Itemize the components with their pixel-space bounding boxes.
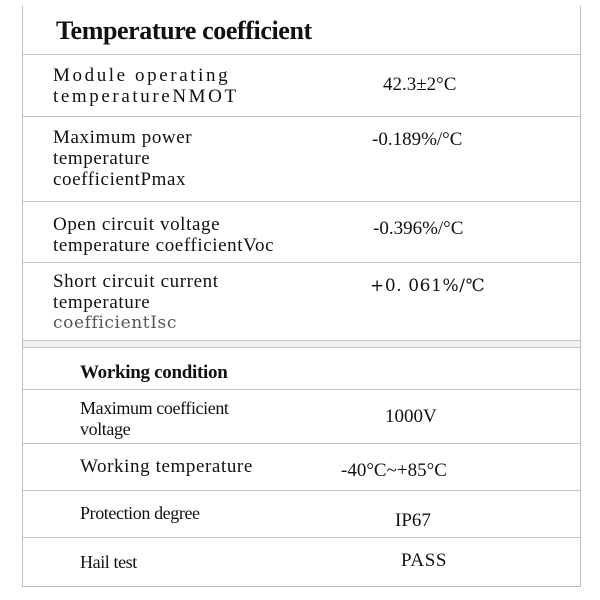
- table-row: [23, 538, 580, 585]
- row-value: 1000V: [385, 406, 437, 427]
- row-label: Maximum coefficient voltage: [80, 398, 229, 439]
- spec-table: [22, 6, 581, 587]
- row-label: Working temperature: [80, 456, 253, 477]
- row-label: Module operating temperatureNMOT: [53, 65, 239, 107]
- table-row: [23, 491, 580, 538]
- temperature-section-title: Temperature coefficient: [56, 16, 312, 45]
- row-label: Short circuit current temperature coefficientIsc: [53, 271, 219, 333]
- temperature-section-header: [23, 6, 580, 55]
- row-label: Open circuit voltage temperature coefficientVoc: [53, 214, 275, 256]
- table-row: [23, 263, 580, 341]
- row-value: -0.396%/°C: [373, 218, 464, 239]
- table-row: [23, 390, 580, 444]
- table-row: [23, 444, 580, 491]
- row-label: Maximum power temperature coefficientPmax: [53, 127, 193, 190]
- table-row: [23, 202, 580, 263]
- working-section-header: [23, 348, 580, 390]
- row-value: +0. 061%/℃: [370, 276, 486, 296]
- table-row: [23, 117, 580, 202]
- row-value: 42.3±2°C: [383, 74, 457, 95]
- row-value: IP67: [395, 510, 431, 531]
- working-section-title: Working condition: [80, 362, 228, 383]
- row-value: -0.189%/°C: [372, 129, 463, 150]
- section-divider: [23, 341, 580, 348]
- table-row: [23, 55, 580, 117]
- row-value: -40°C~+85°C: [341, 460, 447, 481]
- row-value: PASS: [401, 550, 448, 571]
- row-label: Hail test: [80, 552, 137, 572]
- row-label: Protection degree: [80, 503, 200, 523]
